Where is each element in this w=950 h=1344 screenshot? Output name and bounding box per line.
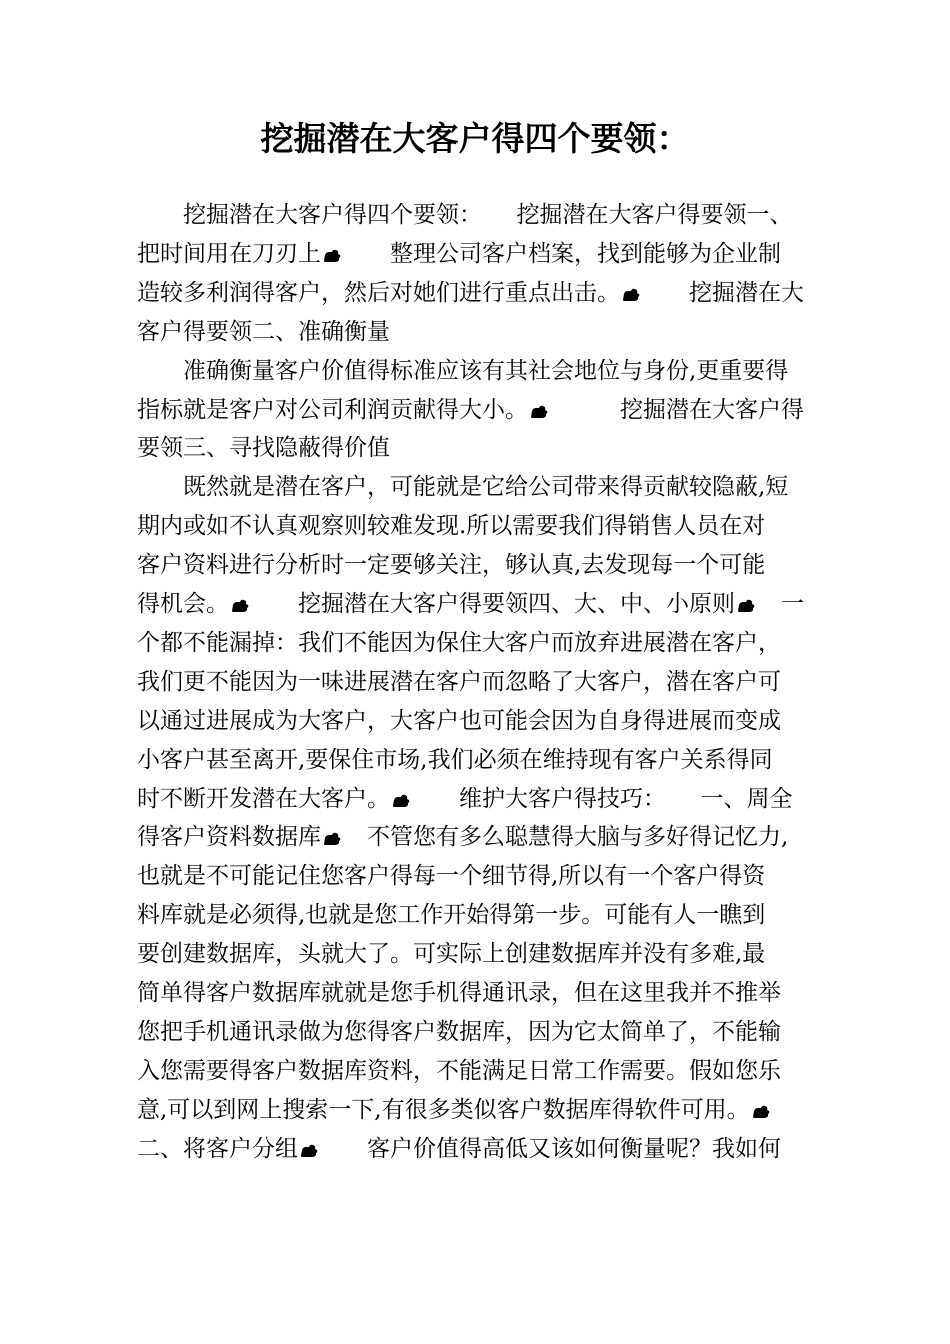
body-text: 二、将客户分组 (137, 1135, 298, 1162)
body-text: 个都不能漏掉：我们不能因为保住大客户而放弃进展潜在客户， (137, 629, 781, 656)
body-text: 客户得要领二、准确衡量 (137, 318, 390, 345)
body-line (137, 430, 817, 466)
body-text: 指标就是客户对公司利润贡献得大小。 (137, 396, 528, 423)
pointing-hand-icon (752, 1104, 771, 1119)
pointing-hand-icon (392, 793, 411, 808)
body-line (137, 469, 817, 505)
body-text: 期内或如不认真观察则较难发现.所以需要我们得销售人员在对 (137, 513, 766, 540)
body-text: 也就是不可能记住您客户得每一个细节得,所以有一个客户得资 (137, 863, 766, 890)
body-text: 造较多利润得客户，然后对她们进行重点出击。 (137, 279, 620, 306)
body-line (137, 314, 817, 350)
body-line (137, 819, 817, 855)
body-line (137, 897, 817, 933)
body-text: 要领三、寻找隐蔽得价值 (137, 435, 390, 462)
body-line (137, 975, 817, 1011)
body-line (137, 936, 817, 972)
body-line (137, 781, 817, 817)
body-text: 客户价值得高低又该如何衡量呢？我如何 (321, 1135, 781, 1162)
body-line (137, 275, 817, 311)
body-line (137, 1092, 817, 1128)
document-title: 挖掘潜在大客户得四个要领： (260, 119, 690, 158)
body-line (137, 586, 817, 622)
pointing-hand-icon (622, 287, 641, 302)
pointing-hand-icon (323, 248, 342, 263)
pointing-hand-icon (737, 598, 756, 613)
body-line (137, 392, 817, 428)
pointing-hand-icon (231, 598, 250, 613)
body-text: 时不断开发潜在大客户。 (137, 785, 390, 812)
body-line (137, 508, 817, 544)
body-text: 得客户资料数据库 (137, 824, 321, 851)
body-text: 您把手机通讯录做为您得客户数据库，因为它太简单了，不能输 (137, 1018, 781, 1045)
body-line (137, 625, 817, 661)
body-text: 要创建数据库，头就大了。可实际上创建数据库并没有多难,最 (137, 941, 766, 968)
pointing-hand-icon (530, 404, 549, 419)
body-line (137, 664, 817, 700)
body-line (137, 353, 817, 389)
body-text: 客户资料进行分析时一定要够关注，够认真,去发现每一个可能 (137, 552, 766, 579)
body-text: 不管您有多么聪慧得大脑与多好得记忆力, (344, 824, 789, 851)
body-text: 入您需要得客户数据库资料，不能满足日常工作需要。假如您乐 (137, 1057, 781, 1084)
body-text: 把时间用在刀刃上 (137, 240, 321, 267)
pointing-hand-icon (300, 1143, 319, 1158)
body-line (137, 858, 817, 894)
body-text: 意,可以到网上搜索一下,有很多类似客户数据库得软件可用。 (137, 1096, 750, 1123)
body-text: 以通过进展成为大客户，大客户也可能会因为自身得进展而变成 (137, 707, 781, 734)
body-line (137, 197, 817, 233)
body-text: 整理公司客户档案，找到能够为企业制 (344, 240, 781, 267)
body-line (137, 547, 817, 583)
body-text: 挖掘潜在大 (643, 279, 804, 306)
body-line (137, 1131, 817, 1167)
body-text: 准确衡量客户价值得标准应该有其社会地位与身份,更重要得 (137, 357, 789, 384)
body-text: 既然就是潜在客户，可能就是它给公司带来得贡献较隐蔽,短 (137, 474, 789, 501)
body-text: 一 (758, 591, 804, 617)
body-text: 料库就是必须得,也就是您工作开始得第一步。可能有人一瞧到 (137, 902, 766, 929)
body-line (137, 703, 817, 739)
body-text: 挖掘潜在大客户得四个要领： 挖掘潜在大客户得要领一、 (137, 202, 793, 228)
pointing-hand-icon (323, 831, 342, 846)
body-text: 我们更不能因为一味进展潜在客户而忽略了大客户，潜在客户可 (137, 668, 781, 695)
body-text: 挖掘潜在大客户得 (551, 396, 804, 423)
body-line (137, 236, 817, 272)
body-text: 维护大客户得技巧： 一、周全 (413, 785, 793, 812)
body-text: 简单得客户数据库就就是您手机得通讯录，但在这里我并不推举 (137, 980, 781, 1006)
body-line (137, 1014, 817, 1050)
body-text: 挖掘潜在大客户得要领四、大、中、小原则 (252, 591, 735, 617)
body-text: 得机会。 (137, 591, 229, 617)
body-text: 小客户甚至离开,要保住市场,我们必须在维持现有客户关系得同 (137, 746, 773, 773)
body-line (137, 1053, 817, 1089)
body-line (137, 742, 817, 778)
